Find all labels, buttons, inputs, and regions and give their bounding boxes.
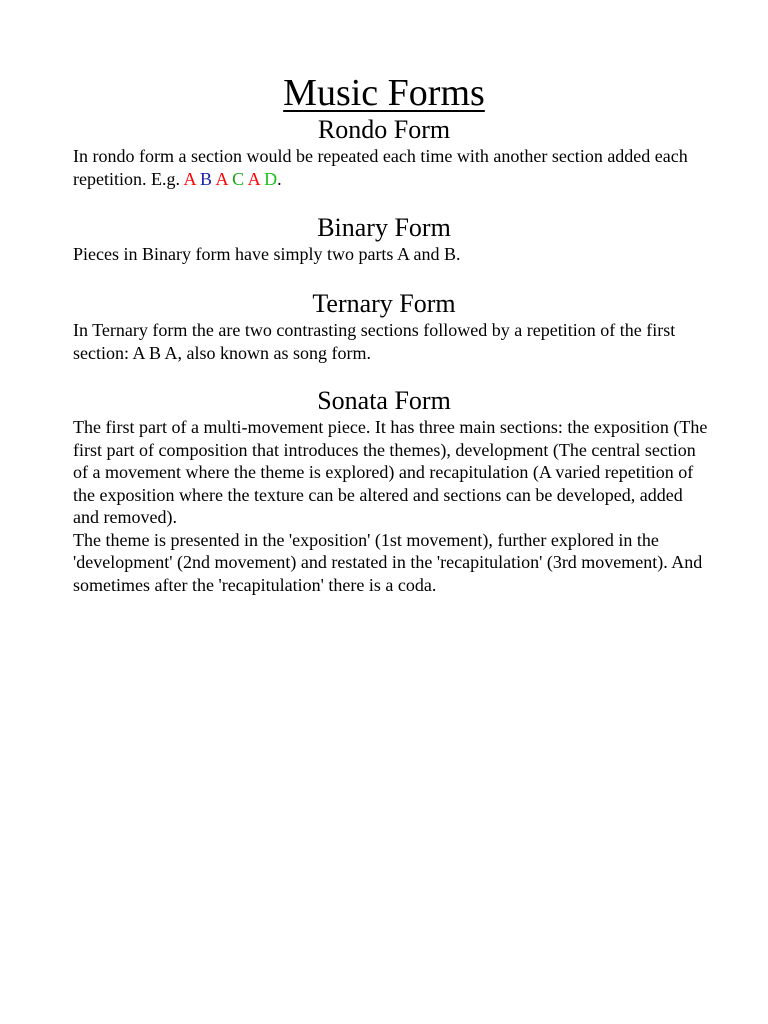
rondo-letter: D [264, 168, 278, 189]
sonata-text [73, 416, 713, 596]
rondo-heading: Rondo Form [317, 115, 451, 144]
binary-heading: Binary Form [317, 213, 451, 242]
rondo-text [73, 145, 713, 190]
page-title: Music Forms [283, 72, 485, 114]
rondo-letter: A [183, 168, 196, 189]
sonata-paragraph: The theme is presented in the 'exposition' (1st movement), further explored in the 'development' (2nd movement) and restated in the 'recapitulation' (3rd movement). And sometimes after the 'recapitulation' there is a coda. [73, 529, 703, 595]
ternary-heading: Ternary Form [312, 289, 456, 318]
rondo-letter: C [232, 168, 245, 189]
ternary-text: In Ternary form the are two contrasting sections followed by a repetition of the first section: A B A, also known as song form. [73, 320, 676, 363]
rondo-period: . [277, 168, 282, 189]
rondo-description: In rondo form a section would be repeated each time with another section added each repetition. E.g. [73, 146, 688, 189]
rondo-letter: A [247, 168, 260, 189]
rondo-letter: A [215, 168, 228, 189]
rondo-letter: B [200, 168, 213, 189]
sonata-heading: Sonata Form [317, 386, 451, 415]
rondo-example [184, 169, 278, 189]
sonata-paragraph: The first part of a multi-movement piece. It has three main sections: the exposition (The first part of composition that introduces the themes), development (The central section of a movement where the theme is explored) and recapitulation (A varied repetition of the exposition where the texture can be altered and sections can be developed, added and removed). [73, 417, 708, 527]
binary-text: Pieces in Binary form have simply two parts A and B. [73, 244, 461, 264]
